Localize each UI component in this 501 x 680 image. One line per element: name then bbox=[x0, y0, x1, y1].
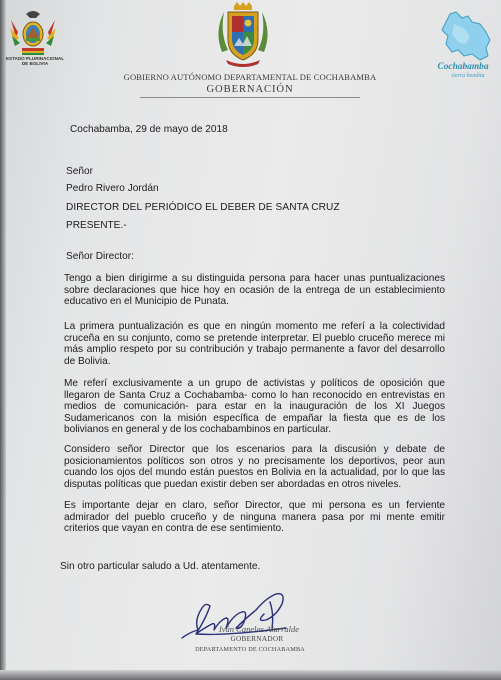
signatory-title: GOBERNADOR bbox=[230, 635, 284, 643]
bolivia-coat-of-arms-icon bbox=[8, 8, 58, 56]
recipient-name: Pedro Rivero Jordán bbox=[66, 183, 159, 194]
government-name: GOBIERNO AUTÓNOMO DEPARTAMENTAL DE COCHABAMBA bbox=[123, 72, 377, 82]
bolivia-caption-line2: DE BOLIVIA bbox=[21, 61, 49, 67]
paragraph-2: La primera puntualización es que en ningún momento me referí a la colectividad cruceña en su conjunto, como se pretende interpretar. El pueblo cruceño merece mi más amplio respeto por su contribución y trabajo permanente a favor del desarrollo de Bolivia. bbox=[64, 321, 445, 367]
paragraph-3: Me referí exclusivamente a un grupo de activistas y políticos de oposición que llegaron de Santa Cruz a Cochabamba- como lo han reconocido en entrevistas en medios de comunicación- para estar en la inauguración de los XI Juegos Sudamericanos con la misión específica de empañar la fiesta que es de los bolivianos en general y de los cochabambinos en particular. bbox=[64, 378, 445, 436]
bolivia-caption-line1: ESTADO PLURINACIONAL bbox=[5, 56, 65, 61]
presente-line: PRESENTE.- bbox=[66, 220, 127, 231]
signatory-department: DEPARTAMENTO DE COCHABAMBA bbox=[195, 646, 305, 653]
paragraph-1: Tengo a bien dirigirme a su distinguida persona para hacer unas puntualizaciones sobre declaraciones que hice hoy en ocasión de la entrega de un establecimiento educativo en el Municipio de Punata. bbox=[64, 273, 445, 308]
recipient-role: DIRECTOR DEL PERIÓDICO EL DEBER DE SANTA CRUZ bbox=[66, 202, 340, 213]
header-divider bbox=[140, 97, 360, 98]
closing-line: Sin otro particular saludo a Ud. atentamente. bbox=[60, 561, 261, 572]
office-title: GOBERNACIÓN bbox=[206, 84, 294, 95]
salutation: Señor bbox=[66, 166, 93, 177]
signatory-name: Iván Canelas Alurralde bbox=[218, 624, 300, 634]
bolivia-logo-caption bbox=[2, 56, 68, 67]
paragraph-4: Considero señor Director que los escenarios para la discusión y debate de posicionamientos políticos son otros y no precisamente los deportivos, peor aun cuando los ojos del mundo están puestos en Bolivia en la actualidad, por lo que las disputas políticas que puedan existir deben ser abordadas en otros niveles. bbox=[64, 444, 445, 490]
page-shadow-bottom bbox=[0, 670, 501, 680]
cochabamba-coat-of-arms-icon bbox=[212, 2, 274, 68]
cochabamba-tagline: tierra bendita bbox=[451, 73, 485, 79]
cochabamba-map-icon bbox=[436, 10, 494, 62]
greeting: Señor Director: bbox=[66, 251, 134, 262]
paragraph-5: Es importante dejar en claro, señor Director, que mi persona es un ferviente admirador del pueblo cruceño y de ninguna manera pasa por mi mente emitir criterios que vayan en contra de ese sentimiento. bbox=[64, 500, 445, 535]
letter-date: Cochabamba, 29 de mayo de 2018 bbox=[70, 124, 228, 135]
cochabamba-wordmark: Cochabamba bbox=[437, 62, 489, 72]
page-shadow-left bbox=[0, 0, 6, 680]
